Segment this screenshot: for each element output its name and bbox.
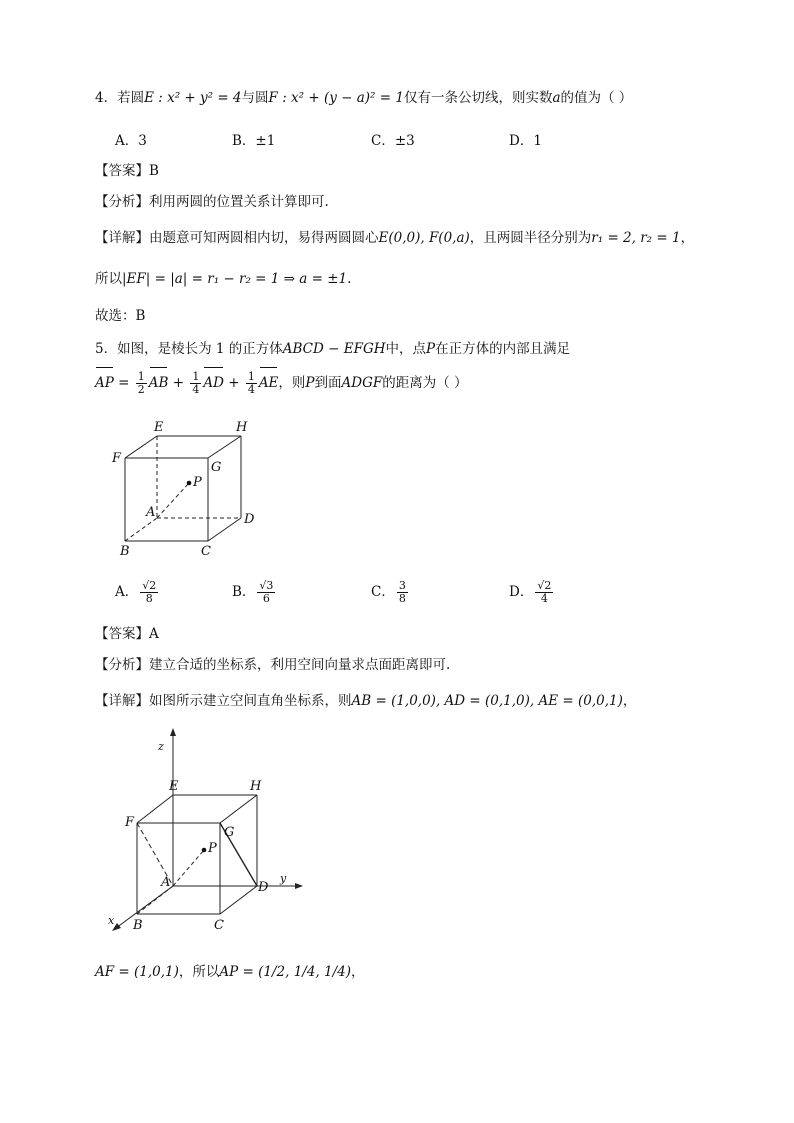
detail-tag: 【详解】	[95, 230, 149, 246]
label-f: F	[112, 451, 122, 466]
label-g: G	[211, 460, 222, 475]
segment-ap	[157, 483, 189, 518]
q5-option-d: D． $\frac{√2}{4}$	[509, 579, 552, 605]
q4-analysis: 【分析】利用两圆的位置关系计算即可.	[95, 194, 329, 210]
q4-option-c: C．±3	[371, 133, 415, 149]
q5-result: AF = (1,0,1)，所以AP = (1/2, 1/4, 1/4)，	[95, 964, 365, 980]
analysis-tag: 【分析】	[95, 657, 149, 673]
q5-answer: 【答案】A	[95, 626, 159, 642]
point-p	[202, 848, 207, 853]
q5-option-b: B． $\frac{√3}{6}$	[232, 579, 274, 605]
edge-fe	[137, 795, 173, 823]
q4-number: 4．	[95, 90, 118, 106]
edge-ba	[137, 886, 173, 914]
q5-option-a: A． $\frac{√2}{8}$	[115, 579, 157, 605]
circle-e-equation: E : x² + y² = 4	[144, 90, 242, 106]
label-a: A	[146, 505, 156, 520]
label-h: H	[236, 420, 248, 435]
edge-ba	[125, 518, 157, 541]
label-b: B	[133, 918, 143, 933]
edge-gh	[220, 795, 257, 823]
answer-tag: 【答案】	[95, 163, 149, 179]
q5-analysis: 【分析】建立合适的坐标系，利用空间向量求点面距离即可.	[95, 657, 451, 673]
detail-tag: 【详解】	[95, 693, 149, 709]
label-a: A	[161, 875, 171, 890]
segment-ap	[173, 850, 204, 886]
label-c: C	[201, 544, 211, 559]
answer-tag: 【答案】	[95, 626, 149, 642]
cube-figure-1	[105, 415, 265, 563]
label-f: F	[125, 815, 135, 830]
q4-stem: 4．若圆E : x² + y² = 4与圆F : x² + (y − a)² = 1仅有一条公切线，则实数a的值为（ ）	[95, 90, 633, 106]
label-p: P	[208, 841, 217, 856]
q4-option-d: D．1	[509, 133, 542, 149]
label-p: P	[193, 475, 202, 490]
analysis-tag: 【分析】	[95, 194, 149, 210]
q4-option-a: A．3	[115, 133, 147, 149]
q5-number: 5．	[95, 341, 118, 357]
q4-option-b: B．±1	[232, 133, 276, 149]
label-d: D	[258, 880, 269, 895]
q4-answer: 【答案】B	[95, 163, 159, 179]
label-h: H	[250, 779, 262, 794]
q5-detail: 【详解】如图所示建立空间直角坐标系，则AB = (1,0,0), AD = (0,1,0), AE = (0,0,1)，	[95, 693, 637, 709]
point-p	[187, 481, 192, 486]
label-y: y	[280, 872, 287, 885]
circle-f-equation: F : x² + (y − a)² = 1	[268, 90, 404, 106]
label-b: B	[120, 544, 130, 559]
label-z: z	[158, 740, 164, 753]
label-g: G	[224, 825, 235, 840]
cube-figure-2	[100, 728, 315, 940]
edge-cd	[220, 886, 257, 914]
edge-gh	[208, 436, 241, 458]
label-e: E	[169, 779, 179, 794]
q5-vector-equation: AP = $\frac{1}{2}$ AB + $\frac{1}{4}$ AD + $\frac{1}{4}$ AE，则P到面ADGF的距离为（ ）	[95, 370, 468, 396]
label-d: D	[244, 512, 255, 527]
edge-cd	[208, 518, 241, 541]
x-axis	[116, 886, 173, 928]
q5-option-c: C． $\frac{3}{8}$	[371, 579, 406, 605]
q4-choose: 故选：B	[95, 308, 146, 324]
q4-detail: 【详解】由题意可知两圆相内切，易得两圆圆心E(0,0), F(0,a)，且两圆半径分别为r₁ = 2, r₂ = 1，	[95, 230, 695, 246]
label-c: C	[214, 918, 224, 933]
q4-conclusion: 所以|EF| = |a| = r₁ − r₂ = 1 ⇒ a = ±1.	[95, 271, 352, 287]
q5-stem: 5．如图，是棱长为 1 的正方体ABCD − EFGH中，点P在正方体的内部且满足	[95, 341, 571, 357]
edge-fe	[125, 436, 157, 458]
label-x: x	[108, 914, 115, 927]
label-e: E	[154, 420, 164, 435]
